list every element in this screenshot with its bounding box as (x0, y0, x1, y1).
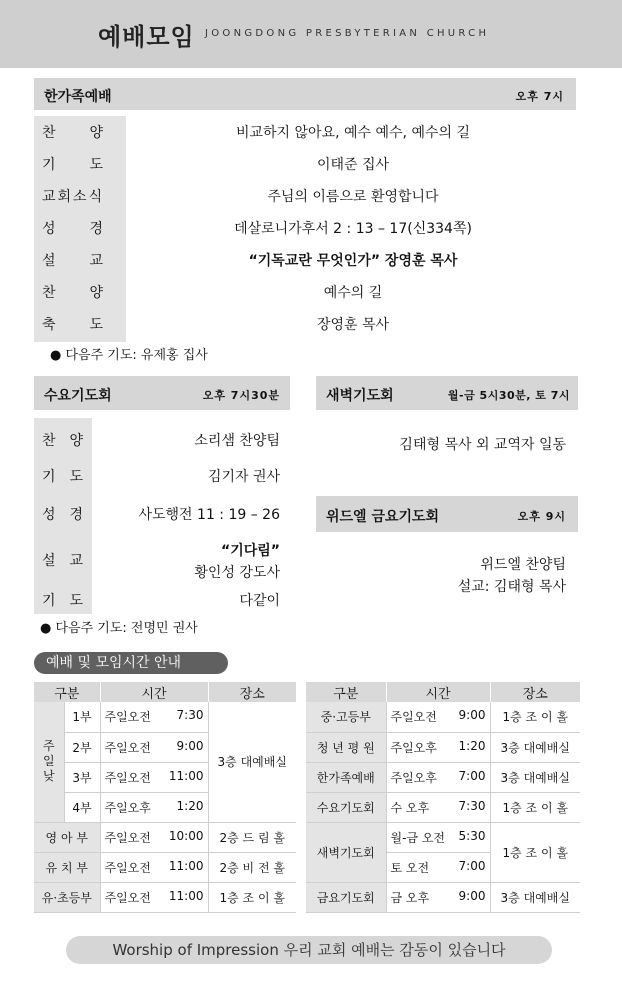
table-header-row (34, 682, 296, 702)
family-label: 설 교 (42, 253, 106, 269)
wednesday-label: 기 도 (42, 593, 84, 609)
time-cell (386, 792, 490, 822)
wednesday-label: 찬 양 (42, 433, 84, 449)
table-row (34, 852, 296, 882)
family-label: 찬 양 (42, 125, 106, 141)
footer-slogan: Worship of Impression 우리 교회 예배는 감동이 있습니다 (66, 936, 552, 964)
wednesday-label: 기 도 (42, 469, 84, 485)
time-cell (100, 762, 208, 792)
friday-line2: 설교: 김태형 목사 (457, 579, 566, 595)
family-label: 기 도 (42, 157, 106, 173)
part-cell: 2부 (64, 732, 100, 762)
place-cell: 2층 드 림 홀 (208, 822, 296, 852)
family-value: 비교하지 않아요, 예수 예수, 예수의 길 (235, 125, 470, 141)
dawn-bar (316, 376, 578, 410)
wednesday-value: 다같이 (239, 593, 280, 609)
day-text: 금 오후 (390, 890, 430, 905)
friday-title: 위드엘 금요기도회 (326, 509, 440, 525)
wednesday-bar (34, 376, 290, 410)
time-text: 10:00 (168, 828, 204, 843)
family-label: 축 도 (42, 317, 106, 333)
time-text: 11:00 (168, 768, 204, 783)
header-time: 시간 (386, 682, 490, 702)
table-row (34, 822, 296, 852)
page-header (0, 0, 622, 68)
place-cell: 1층 조 이 홀 (490, 702, 580, 732)
name-cell: 청 년 평 원 (306, 732, 386, 762)
page-title: 예배모임 (98, 23, 195, 51)
schedule-table-left (34, 682, 296, 913)
day-text: 주일오전 (104, 740, 151, 755)
time-text: 11:00 (168, 888, 204, 903)
family-worship-time: 오후 7시 (515, 90, 564, 103)
table-row (306, 732, 580, 762)
family-value: “기독교란 무엇인가” 장영훈 목사 (248, 253, 458, 269)
wednesday-value: 소리샘 찬양팀 (194, 433, 280, 449)
friday-line1: 위드엘 찬양팀 (480, 557, 566, 573)
part-cell: 3부 (64, 762, 100, 792)
header-time: 시간 (100, 682, 208, 702)
dawn-text: 김태형 목사 외 교역자 일동 (399, 437, 566, 453)
day-text: 주일오후 (390, 770, 437, 785)
day-text: 주일오후 (390, 740, 437, 755)
place-cell: 3층 대예배실 (490, 882, 580, 912)
table-row (306, 762, 580, 792)
sunday-place: 3층 대예배실 (208, 702, 296, 822)
time-cell (100, 702, 208, 732)
time-cell (100, 852, 208, 882)
time-cell (386, 702, 490, 732)
time-text: 11:00 (168, 858, 204, 873)
time-text: 9:00 (458, 888, 486, 903)
part-cell: 1부 (64, 702, 100, 732)
day-text: 주일오전 (104, 860, 151, 875)
dawn-title: 새벽기도회 (326, 388, 394, 404)
wednesday-value: 사도행전 11 : 19 – 26 (138, 507, 280, 523)
friday-bar (316, 496, 578, 532)
time-cell (100, 822, 208, 852)
day-text: 주일오전 (104, 890, 151, 905)
family-worship-title: 한가족예배 (44, 89, 112, 105)
time-cell (386, 762, 490, 792)
family-value: 주님의 이름으로 환영합니다 (267, 189, 439, 205)
table-row (306, 702, 580, 732)
day-text: 주일오전 (390, 710, 437, 725)
time-text: 7:00 (458, 858, 486, 873)
name-cell: 유·초등부 (34, 882, 100, 912)
family-next-prayer: ● 다음주 기도: 유제홍 집사 (50, 348, 208, 363)
schedule-heading: 예배 및 모임시간 안내 (34, 652, 228, 674)
wednesday-time: 오후 7시30분 (202, 389, 280, 402)
family-label: 찬 양 (42, 285, 106, 301)
time-cell (100, 732, 208, 762)
time-text: 9:00 (176, 738, 204, 753)
table-header-row (306, 682, 580, 702)
header-category: 구분 (306, 682, 386, 702)
day-text: 주일오전 (104, 770, 151, 785)
time-cell (386, 852, 490, 882)
time-cell (100, 792, 208, 822)
family-label: 성 경 (42, 221, 106, 237)
time-text: 9:00 (458, 708, 486, 723)
wednesday-label: 성 경 (42, 507, 84, 523)
wednesday-next-prayer-text: 다음주 기도: 전명민 권사 (55, 621, 198, 636)
family-value: 장영훈 목사 (316, 317, 390, 333)
time-text: 7:30 (458, 798, 486, 813)
day-text: 주일오전 (104, 830, 151, 845)
family-label-column (34, 116, 126, 342)
name-cell: 한가족예배 (306, 762, 386, 792)
dawn-time: 월-금 5시30분, 토 7시 (447, 389, 570, 402)
table-row (306, 792, 580, 822)
time-text: 1:20 (176, 798, 204, 813)
wednesday-value: 김기자 권사 (207, 469, 280, 485)
name-cell: 금요기도회 (306, 882, 386, 912)
header-category: 구분 (34, 682, 100, 702)
name-cell: 영 아 부 (34, 822, 100, 852)
header-place: 장소 (208, 682, 296, 702)
table-row (34, 702, 296, 732)
day-text: 주일오전 (104, 710, 151, 725)
day-text: 수 오후 (390, 800, 430, 815)
church-name: JOONGDONG PRESBYTERIAN CHURCH (205, 28, 490, 39)
place-cell: 1층 조 이 홀 (490, 792, 580, 822)
part-cell: 4부 (64, 792, 100, 822)
time-text: 5:30 (458, 828, 486, 843)
table-row (306, 822, 580, 852)
time-text: 7:30 (176, 708, 204, 723)
wednesday-label-column (34, 418, 92, 614)
family-worship-bar (34, 78, 576, 110)
family-label: 교회소식 (42, 189, 105, 205)
wednesday-next-prayer: ● 다음주 기도: 전명민 권사 (40, 621, 198, 636)
family-next-prayer-text: 다음주 기도: 유제홍 집사 (65, 348, 208, 363)
name-cell: 유 치 부 (34, 852, 100, 882)
name-cell: 새벽기도회 (306, 822, 386, 882)
friday-time: 오후 9시 (517, 510, 566, 523)
wednesday-value: “기다림” (221, 543, 280, 559)
table-row (306, 882, 580, 912)
family-value: 이태준 집사 (316, 157, 390, 173)
time-cell (100, 882, 208, 912)
place-cell: 3층 대예배실 (490, 762, 580, 792)
place-cell: 2층 비 전 홀 (208, 852, 296, 882)
family-value: 데살로니가후서 2 : 13 – 17(신334쪽) (234, 221, 472, 237)
day-text: 주일오후 (104, 800, 151, 815)
wednesday-label: 설 교 (42, 553, 84, 569)
header-place: 장소 (490, 682, 580, 702)
wednesday-value: 황인성 강도사 (194, 565, 280, 581)
place-cell: 3층 대예배실 (490, 732, 580, 762)
schedule-table-right (306, 682, 580, 913)
time-text: 1:20 (458, 738, 486, 753)
time-text: 7:00 (458, 768, 486, 783)
name-cell: 중·고등부 (306, 702, 386, 732)
place-cell: 1층 조 이 홀 (490, 822, 580, 882)
table-row (34, 882, 296, 912)
sunday-label: 주일낮 (34, 702, 64, 822)
time-cell (386, 822, 490, 852)
family-value: 예수의 길 (323, 285, 383, 301)
time-cell (386, 882, 490, 912)
place-cell: 1층 조 이 홀 (208, 882, 296, 912)
day-text: 월-금 오전 (390, 830, 446, 845)
time-cell (386, 732, 490, 762)
name-cell: 수요기도회 (306, 792, 386, 822)
day-text: 토 오전 (390, 860, 430, 875)
wednesday-title: 수요기도회 (44, 388, 112, 404)
